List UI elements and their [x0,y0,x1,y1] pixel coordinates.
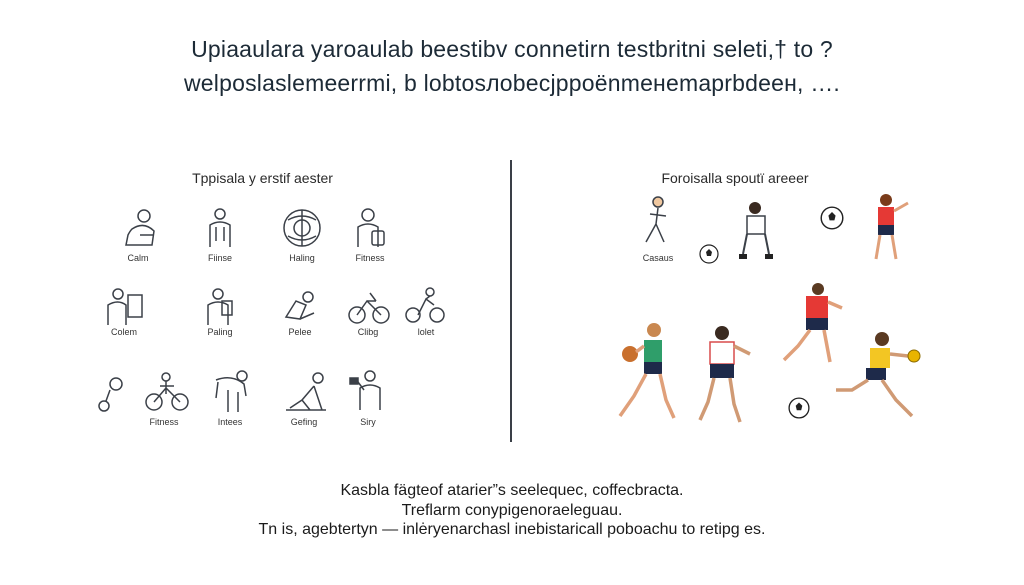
scale-figure-icon [96,376,126,416]
caption-calm: Calm [127,253,149,263]
female-player-red-icon [864,193,912,265]
running-man-icon [638,196,678,248]
caption-fitness-2: Fitness [149,417,179,427]
caption-intees: Intees [217,417,243,427]
cyclist-icon [404,287,446,325]
kid-bicycle-icon [144,372,190,412]
caption-lolet: lolet [417,327,435,337]
title-line-1: Upiaaulara yaroaulab beestibv connetirn testbritni seleti,† to ? [191,36,833,62]
coach-board-icon [102,287,148,327]
paling-person-icon [200,287,240,327]
calm-person-icon [118,207,162,251]
getting-up-icon [284,370,328,412]
left-panel-title: Tppisala y erstif aester [192,170,333,186]
caption-gefing: Gefing [290,417,318,427]
page-title [0,32,1024,100]
crouching-player-icon [733,200,781,264]
female-runner-yellow-icon [832,330,922,420]
caption-haling: Haling [289,253,315,263]
caption-casaus: Casaus [642,253,674,263]
caption-paling: Paling [207,327,233,337]
caption-pelee: Pelee [288,327,312,337]
footer-line-3: Tn is, agebtertyn — inlėryenarchasl inebistaricall poboachu to retipg es. [258,521,766,538]
title-line-2: welposlaslemeerrmi, b lobtosлobecjppoёnmeнemaprbdeeн, …. [183,70,840,96]
surgery-person-icon [348,368,388,412]
footer-text [0,481,1024,540]
fitness-standing-icon [200,207,240,251]
caption-fitness: Fitness [355,253,385,263]
healing-circle-icon [280,206,324,250]
right-panel-title: Foroisalla spoutï areeer [661,170,809,186]
female-basketball-player-icon [614,320,678,420]
soccer-ball-icon [820,206,844,230]
pelee-hand-icon [280,287,320,327]
caption-clibg: Clibg [357,327,379,337]
caption-fiinse: Fiinse [207,253,232,263]
footer-line-1: Kasbla fägteof atarier”s seelequec, coffecbracta. [340,482,684,499]
male-runner-white-icon [694,324,754,424]
footer-line-2: Treflarm conypigenoraeleguau. [401,501,623,519]
bending-stretch-icon [210,368,256,414]
caption-colem: Colem [110,327,137,337]
soccer-ball-icon [788,397,810,419]
caption-siry: Siry [360,417,376,427]
soccer-ball-icon [699,244,719,264]
bicycle-icon [348,289,390,325]
fitness-phone-icon [352,207,392,251]
panel-divider [510,160,512,442]
